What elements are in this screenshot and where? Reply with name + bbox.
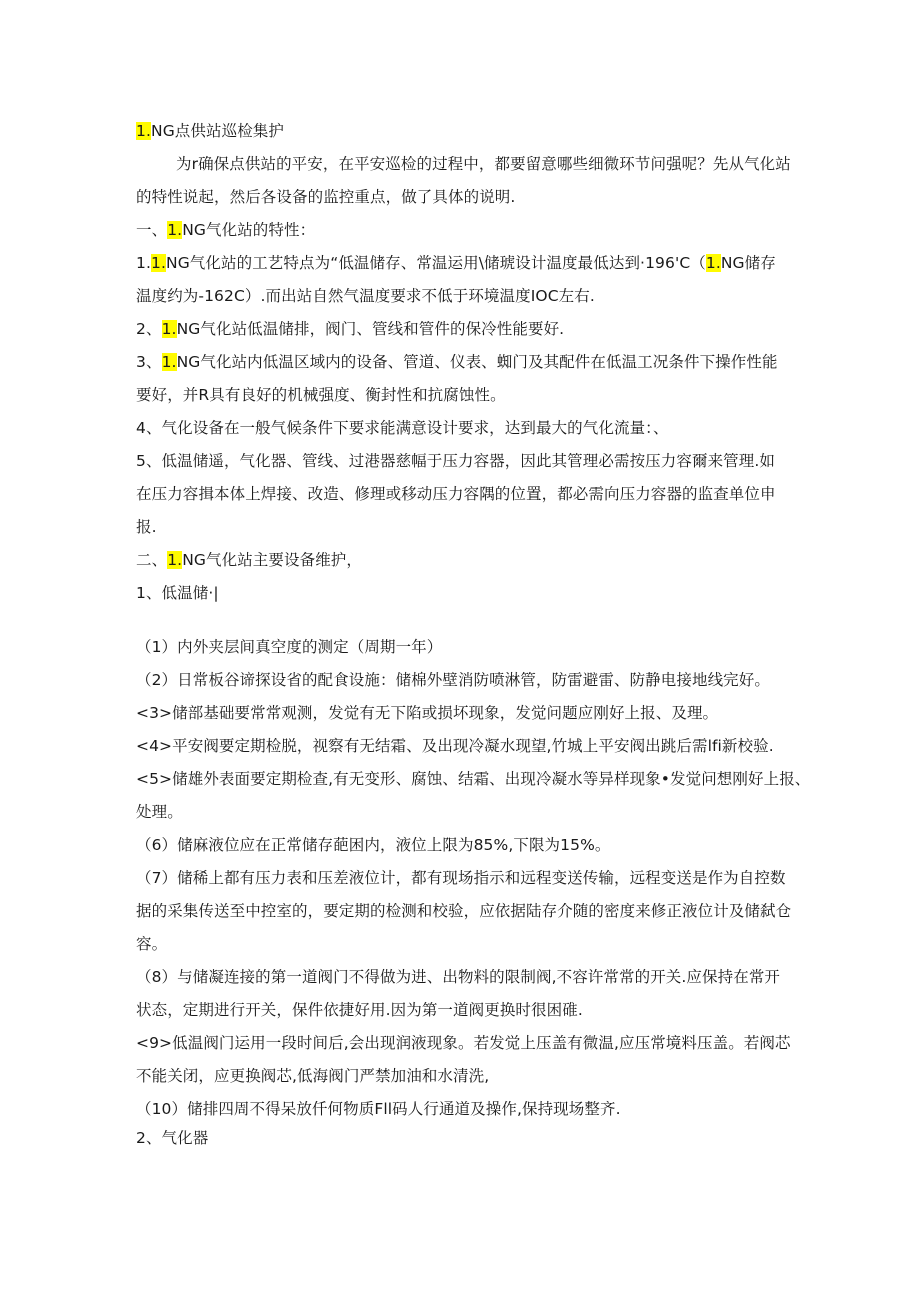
- section-1-heading: 一、1.NG气化站的特性：: [136, 221, 316, 239]
- highlight-mark: 1.: [167, 221, 183, 239]
- task-7-line-2: 据的采集传送至中控室的，要定期的检测和校验，应依据陆存介随的密度来修正液位计及储弑仓: [136, 902, 792, 920]
- subsection-2-heading: 2、气化器: [136, 1129, 209, 1147]
- item-5-line-1: 5、低温储遥，气化器、管线、过港器慈幅于压力容器，因此其管理必需按压力容爾来管理.如: [136, 452, 775, 470]
- item-5-line-2: 在压力容揖本体上焊接、改造、修理或移动压力容隅的位置，都必需向压力容器的监查单位申: [136, 485, 776, 503]
- task-3: <3>储部基础要常常观测，发觉有无下陷或损坏现象，发觉问题应刚好上报、及理。: [136, 704, 719, 722]
- task-9-line-1: <9>低温阀门运用一段时间后,会出现润液现象。若发觉上压盖有微温,应压常境料压盖。若阀芯: [136, 1034, 791, 1052]
- document-title: 1.NG点供站巡检集护: [136, 122, 285, 140]
- intro-line-2: 的特性说起，然后各设备的监控重点，做了具体的说明.: [136, 188, 516, 206]
- highlight-mark: 1.: [705, 254, 721, 272]
- task-9-line-2: 不能关闭，应更换阀芯,低海阀门严禁加油和水清洗,: [136, 1067, 490, 1085]
- task-2: （2）日常板谷谛探设省的配食设施：储棉外壁消防喷淋管，防雷避雷、防静电接地线完好。: [136, 671, 770, 689]
- task-8-line-1: （8）与储凝连接的第一道阀门不得做为进、出物料的限制阀,不容许常常的开关.应保持在常开: [136, 968, 781, 986]
- highlight-mark: 1.: [161, 353, 177, 371]
- item-2: 2、1.NG气化站低温储排，阀门、管线和管件的保冷性能要好.: [136, 320, 565, 338]
- task-5-line-1: <5>储雄外表面要定期检查,有无变形、腐蚀、结霜、出现冷凝水等异样现象•发觉问想刚好上报、: [136, 770, 811, 788]
- highlight-mark: 1.: [136, 122, 151, 140]
- task-6: （6）储麻液位应在正常储存葩困内，液位上限为85%,下限为15%。: [136, 836, 611, 854]
- item-1-line-1: 1.1.NG气化站的工艺特点为“低温储存、常温运用\储琥设计温度最低达到·196'C（1.NG储存: [136, 254, 776, 272]
- highlight-mark: 1.: [151, 254, 166, 272]
- task-8-line-2: 状态，定期进行开关，保件依捷好用.因为第一道阀更换时很困碓.: [136, 1001, 583, 1019]
- subsection-1-heading: 1、低温储·|: [136, 584, 219, 602]
- intro-line-1: 为r确保点供站的平安，在平安巡检的过程中，都要留意哪些细微环节问强呢？先从气化站: [176, 155, 791, 173]
- task-7-line-1: （7）储稀上都有压力表和压差液位计，都有现场指示和远程变送传输，远程变送是作为自控数: [136, 869, 786, 887]
- item-3-line-2: 要好，并R具有良好的机械强度、衡封性和抗腐蚀性。: [136, 386, 506, 404]
- task-4: <4>平安阀要定期检脱，视察有无结霜、及出现冷凝水现望,竹城上平安阀出跳后需lfi新校验.: [136, 737, 774, 755]
- task-5-line-2: 处理。: [136, 803, 183, 821]
- section-2-heading: 二、1.NG气化站主要设备维护，: [136, 551, 363, 569]
- highlight-mark: 1.: [161, 320, 177, 338]
- task-10: （10）储排四周不得呆放仟何物质Fll码人行通道及操作,保持现场整齐.: [136, 1100, 621, 1118]
- item-4: 4、气化设备在一般气候条件下要求能满意设计要求，达到最大的气化流量：、: [136, 419, 669, 437]
- task-1: （1）内外夹层间真空度的测定（周期一年）: [136, 638, 443, 656]
- item-1-line-2: 温度约为-162C）.而出站自然气温度要求不低于环境温度IOC左右.: [136, 287, 595, 305]
- item-3-line-1: 3、1.NG气化站内低温区域内的设备、管道、仪表、蜘门及其配件在低温工况条件下操作性能: [136, 353, 778, 371]
- highlight-mark: 1.: [167, 551, 183, 569]
- task-7-line-3: 容。: [136, 935, 168, 953]
- item-5-line-3: 报.: [136, 518, 157, 536]
